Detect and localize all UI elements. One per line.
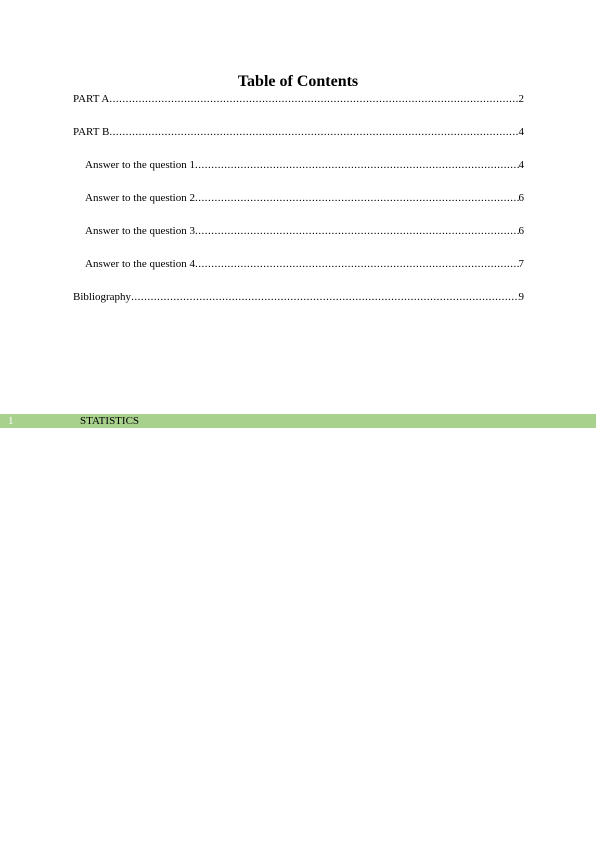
- toc-entry-question-4[interactable]: [73, 256, 524, 289]
- toc-dot-leader: [109, 124, 518, 140]
- toc-entry-label: Answer to the question 4: [85, 258, 195, 270]
- toc-entry-page: 4: [518, 126, 524, 138]
- toc-entry-label: Answer to the question 2: [85, 192, 195, 204]
- toc-entry-bibliography[interactable]: [73, 289, 524, 322]
- toc-list: [73, 91, 524, 322]
- toc-title: Table of Contents: [237, 73, 359, 90]
- toc-entry-part-b[interactable]: [73, 124, 524, 157]
- toc-entry-part-a[interactable]: [73, 91, 524, 124]
- footer-running-title: STATISTICS: [80, 415, 140, 427]
- toc-dot-leader: [195, 190, 519, 206]
- toc-dot-leader: [131, 289, 518, 305]
- toc-entry-label: Answer to the question 1: [85, 159, 195, 171]
- toc-entry-question-1[interactable]: [73, 157, 524, 190]
- toc-entry-label: PART B: [73, 126, 110, 138]
- toc-entry-label: Answer to the question 3: [85, 225, 195, 237]
- toc-dot-leader: [195, 157, 519, 173]
- footer-band: [0, 414, 596, 428]
- toc-entry-page: 2: [518, 93, 524, 105]
- toc-entry-question-3[interactable]: [73, 223, 524, 256]
- toc-entry-page: 6: [518, 225, 524, 237]
- toc-entry-page: 9: [518, 291, 524, 303]
- toc-entry-label: Bibliography: [73, 291, 132, 303]
- toc-dot-leader: [195, 223, 519, 239]
- toc-entry-page: 4: [518, 159, 524, 171]
- toc-entry-question-2[interactable]: [73, 190, 524, 223]
- footer-page-number: 1: [8, 415, 14, 427]
- toc-entry-page: 7: [518, 258, 524, 270]
- toc-entry-page: 6: [518, 192, 524, 204]
- toc-dot-leader: [109, 91, 518, 107]
- toc-entry-label: PART A: [73, 93, 110, 105]
- toc-dot-leader: [195, 256, 519, 272]
